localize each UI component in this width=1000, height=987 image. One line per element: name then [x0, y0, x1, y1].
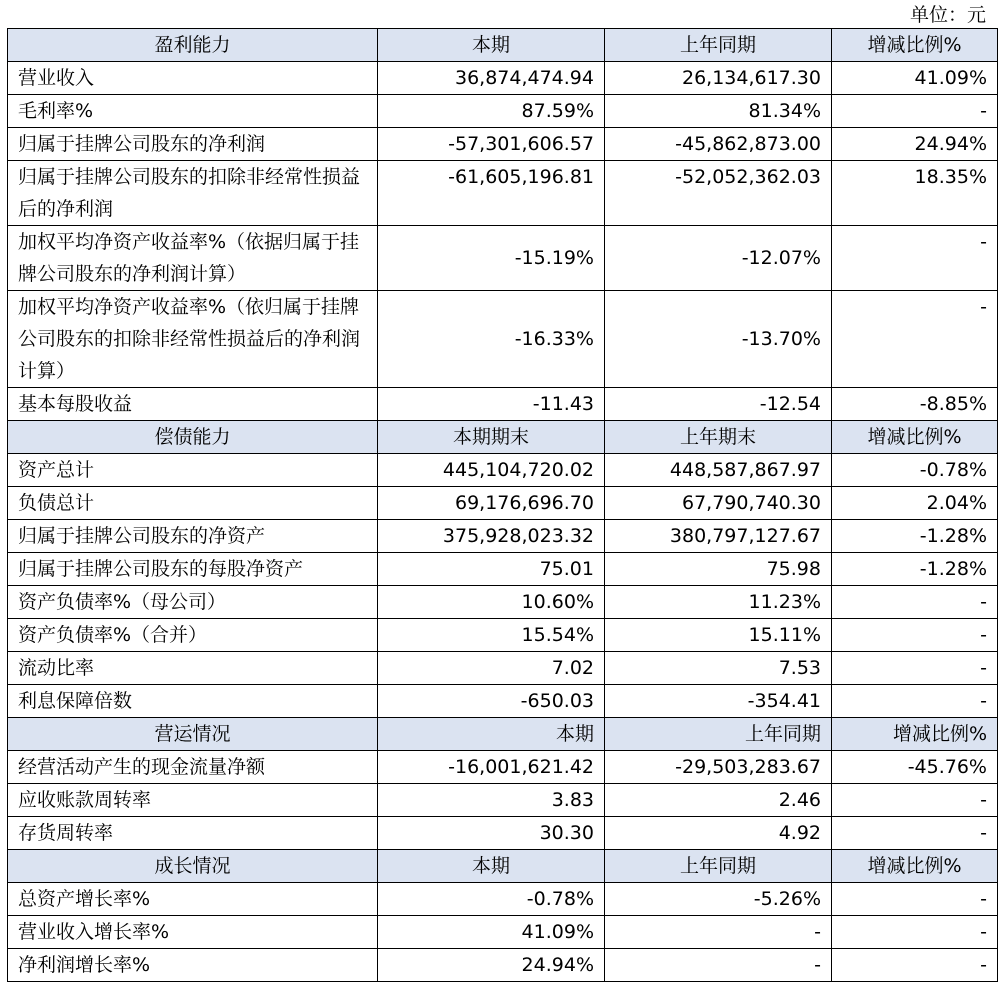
change-percent: -	[832, 291, 998, 388]
row-label: 加权平均净资产收益率%（依归属于挂牌公司股东的扣除非经常性损益后的净利润计算）	[8, 291, 378, 388]
change-percent: 41.09%	[832, 62, 998, 95]
row-label: 营业收入增长率%	[8, 916, 378, 949]
current-value: 445,104,720.02	[378, 454, 605, 487]
current-value: 36,874,474.94	[378, 62, 605, 95]
column-header: 上年同期	[605, 850, 832, 883]
current-value: -16.33%	[378, 291, 605, 388]
change-percent: -	[832, 619, 998, 652]
table-row	[8, 388, 998, 421]
row-label: 毛利率%	[8, 95, 378, 128]
current-value: 375,928,023.32	[378, 520, 605, 553]
previous-value: 7.53	[605, 652, 832, 685]
column-header: 本期	[378, 850, 605, 883]
row-label: 归属于挂牌公司股东的每股净资产	[8, 553, 378, 586]
table-row	[8, 520, 998, 553]
row-label: 基本每股收益	[8, 388, 378, 421]
current-value: 41.09%	[378, 916, 605, 949]
previous-value: -354.41	[605, 685, 832, 718]
row-label: 加权平均净资产收益率%（依据归属于挂牌公司股东的净利润计算）	[8, 226, 378, 291]
current-value: -57,301,606.57	[378, 128, 605, 161]
previous-value: 75.98	[605, 553, 832, 586]
unit-label: 单位：元	[909, 4, 986, 26]
section-header-growth	[8, 850, 998, 883]
section-header-operations	[8, 718, 998, 751]
previous-value: 15.11%	[605, 619, 832, 652]
change-percent: 18.35%	[832, 161, 998, 226]
current-value: 87.59%	[378, 95, 605, 128]
row-label: 资产负债率%（合并）	[8, 619, 378, 652]
table-row	[8, 487, 998, 520]
change-percent: -45.76%	[832, 751, 998, 784]
row-label: 存货周转率	[8, 817, 378, 850]
row-label: 营业收入	[8, 62, 378, 95]
current-value: 24.94%	[378, 949, 605, 982]
current-value: -650.03	[378, 685, 605, 718]
section-title: 偿债能力	[8, 421, 378, 454]
table-row	[8, 226, 998, 291]
current-value: 15.54%	[378, 619, 605, 652]
change-percent: -	[832, 95, 998, 128]
section-header-solvency	[8, 421, 998, 454]
change-percent: -	[832, 817, 998, 850]
previous-value: -	[605, 949, 832, 982]
previous-value: 26,134,617.30	[605, 62, 832, 95]
previous-value: 448,587,867.97	[605, 454, 832, 487]
previous-value: 2.46	[605, 784, 832, 817]
table-row	[8, 454, 998, 487]
row-label: 归属于挂牌公司股东的扣除非经常性损益后的净利润	[8, 161, 378, 226]
financial-indicators-table	[7, 28, 998, 982]
table-row	[8, 949, 998, 982]
table-row	[8, 128, 998, 161]
previous-value: 11.23%	[605, 586, 832, 619]
table-row	[8, 751, 998, 784]
row-label: 归属于挂牌公司股东的净利润	[8, 128, 378, 161]
column-header: 增减比例%	[832, 29, 998, 62]
change-percent: -	[832, 784, 998, 817]
current-value: 69,176,696.70	[378, 487, 605, 520]
table-row	[8, 62, 998, 95]
table-row	[8, 916, 998, 949]
column-header: 上年期末	[605, 421, 832, 454]
current-value: 30.30	[378, 817, 605, 850]
table-row	[8, 95, 998, 128]
change-percent: -	[832, 226, 998, 291]
table-row	[8, 652, 998, 685]
current-value: -15.19%	[378, 226, 605, 291]
previous-value: -	[605, 916, 832, 949]
row-label: 利息保障倍数	[8, 685, 378, 718]
table-row	[8, 883, 998, 916]
previous-value: -29,503,283.67	[605, 751, 832, 784]
column-header: 本期期末	[378, 421, 605, 454]
row-label: 资产负债率%（母公司）	[8, 586, 378, 619]
row-label: 归属于挂牌公司股东的净资产	[8, 520, 378, 553]
row-label: 资产总计	[8, 454, 378, 487]
row-label: 经营活动产生的现金流量净额	[8, 751, 378, 784]
current-value: -0.78%	[378, 883, 605, 916]
row-label: 净利润增长率%	[8, 949, 378, 982]
table-row	[8, 619, 998, 652]
table-row	[8, 817, 998, 850]
previous-value: 67,790,740.30	[605, 487, 832, 520]
section-title: 盈利能力	[8, 29, 378, 62]
section-title: 营运情况	[8, 718, 378, 751]
current-value: 10.60%	[378, 586, 605, 619]
previous-value: -5.26%	[605, 883, 832, 916]
change-percent: -8.85%	[832, 388, 998, 421]
table-row	[8, 553, 998, 586]
change-percent: -	[832, 916, 998, 949]
current-value: 3.83	[378, 784, 605, 817]
current-value: -61,605,196.81	[378, 161, 605, 226]
previous-value: 4.92	[605, 817, 832, 850]
previous-value: -45,862,873.00	[605, 128, 832, 161]
row-label: 流动比率	[8, 652, 378, 685]
table-row	[8, 291, 998, 388]
column-header: 增减比例%	[832, 850, 998, 883]
current-value: 75.01	[378, 553, 605, 586]
row-label: 负债总计	[8, 487, 378, 520]
column-header: 上年同期	[605, 29, 832, 62]
change-percent: -	[832, 883, 998, 916]
table-row	[8, 161, 998, 226]
column-header: 上年同期	[605, 718, 832, 751]
current-value: -11.43	[378, 388, 605, 421]
change-percent: -1.28%	[832, 553, 998, 586]
current-value: -16,001,621.42	[378, 751, 605, 784]
row-label: 总资产增长率%	[8, 883, 378, 916]
change-percent: -	[832, 586, 998, 619]
column-header: 本期	[378, 718, 605, 751]
current-value: 7.02	[378, 652, 605, 685]
section-header-profitability	[8, 29, 998, 62]
column-header: 增减比例%	[832, 421, 998, 454]
change-percent: 24.94%	[832, 128, 998, 161]
change-percent: 2.04%	[832, 487, 998, 520]
previous-value: 81.34%	[605, 95, 832, 128]
change-percent: -	[832, 685, 998, 718]
table-row	[8, 685, 998, 718]
column-header: 本期	[378, 29, 605, 62]
row-label: 应收账款周转率	[8, 784, 378, 817]
change-percent: -	[832, 949, 998, 982]
previous-value: -13.70%	[605, 291, 832, 388]
table-row	[8, 784, 998, 817]
previous-value: 380,797,127.67	[605, 520, 832, 553]
table-row	[8, 586, 998, 619]
section-title: 成长情况	[8, 850, 378, 883]
previous-value: -12.54	[605, 388, 832, 421]
change-percent: -	[832, 652, 998, 685]
previous-value: -12.07%	[605, 226, 832, 291]
previous-value: -52,052,362.03	[605, 161, 832, 226]
change-percent: -1.28%	[832, 520, 998, 553]
change-percent: -0.78%	[832, 454, 998, 487]
column-header: 增减比例%	[832, 718, 998, 751]
